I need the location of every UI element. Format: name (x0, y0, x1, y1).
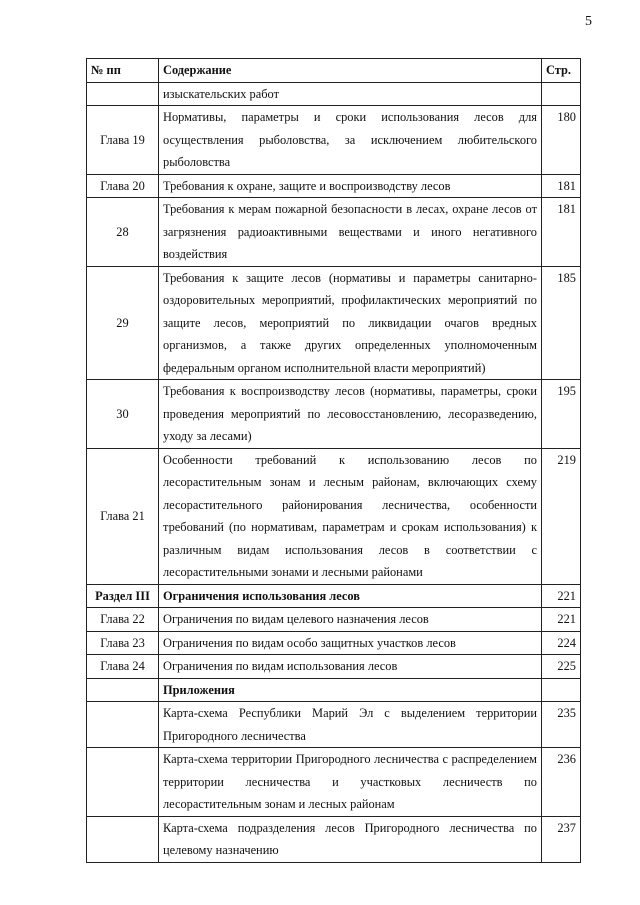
row-num (87, 702, 159, 748)
row-page: 235 (542, 702, 581, 748)
row-text: Нормативы, параметры и сроки использования лесов для осуществления рыболовства, за исключением любительского рыболовства (159, 106, 542, 175)
table-row (87, 631, 581, 655)
row-num: Глава 20 (87, 174, 159, 198)
row-num (87, 678, 159, 702)
row-text: Ограничения по видам использования лесов (159, 655, 542, 679)
table-header-row (87, 59, 581, 83)
row-page (542, 678, 581, 702)
row-text: Особенности требований к использованию лесов по лесорастительным зонам и лесным районам, включающих схему лесорастительного районирования лесничества, особенности требований (по нормативам, параметрам и срокам использования) к различным видам использования лесов в соответствии с лесорастительными зонами и лесными районами (159, 448, 542, 584)
table-row (87, 174, 581, 198)
row-num: 28 (87, 198, 159, 267)
table-row (87, 266, 581, 380)
row-page: 195 (542, 380, 581, 449)
row-text: Карта-схема подразделения лесов Пригородного лесничества по целевому назначению (159, 816, 542, 862)
row-num (87, 748, 159, 817)
row-page (542, 82, 581, 106)
row-num (87, 82, 159, 106)
row-num (87, 816, 159, 862)
row-num: Глава 24 (87, 655, 159, 679)
row-page: 224 (542, 631, 581, 655)
header-num: № пп (87, 59, 159, 83)
row-text: Требования к защите лесов (нормативы и параметры санитарно-оздоровительных мероприятий, профилактических мероприятий по защите лесов, мероприятий по ликвидации очагов вредных организмов, а также других определенных уполномоченным федеральным органом исполнительной власти мероприятий) (159, 266, 542, 380)
row-num: 30 (87, 380, 159, 449)
row-text: Карта-схема Республики Марий Эл с выделением территории Пригородного лесничества (159, 702, 542, 748)
page-number: 5 (585, 14, 592, 29)
row-text: Требования к воспроизводству лесов (нормативы, параметры, сроки проведения мероприятий по лесовосстановлению, лесоразведению, уходу за лесами) (159, 380, 542, 449)
table-row (87, 655, 581, 679)
table-row-section (87, 678, 581, 702)
row-text: Карта-схема территории Пригородного лесничества с распределением территории лесничества и участковых лесничеств по лесорастительным зонам и лесных районам (159, 748, 542, 817)
row-page: 237 (542, 816, 581, 862)
table-of-contents (86, 58, 581, 863)
table-row-section (87, 584, 581, 608)
row-page: 221 (542, 608, 581, 632)
table-row (87, 448, 581, 584)
row-text: Приложения (159, 678, 542, 702)
header-page: Стр. (542, 59, 581, 83)
row-num: Глава 21 (87, 448, 159, 584)
row-num: Глава 23 (87, 631, 159, 655)
row-num: 29 (87, 266, 159, 380)
row-page: 221 (542, 584, 581, 608)
row-text: Ограничения по видам целевого назначения лесов (159, 608, 542, 632)
table-row (87, 748, 581, 817)
header-content: Содержание (159, 59, 542, 83)
row-text: Требования к охране, защите и воспроизводству лесов (159, 174, 542, 198)
row-text: изыскательских работ (159, 82, 542, 106)
table-row (87, 816, 581, 862)
row-page: 236 (542, 748, 581, 817)
table-row (87, 106, 581, 175)
table-row (87, 82, 581, 106)
row-text: Ограничения по видам особо защитных участков лесов (159, 631, 542, 655)
row-num: Глава 19 (87, 106, 159, 175)
row-page: 225 (542, 655, 581, 679)
row-text: Требования к мерам пожарной безопасности в лесах, охране лесов от загрязнения радиоактивными веществами и иного негативного воздействия (159, 198, 542, 267)
row-page: 181 (542, 198, 581, 267)
row-page: 219 (542, 448, 581, 584)
table-row (87, 608, 581, 632)
table-row (87, 380, 581, 449)
row-page: 181 (542, 174, 581, 198)
row-num: Раздел III (87, 584, 159, 608)
table-row (87, 198, 581, 267)
row-text: Ограничения использования лесов (159, 584, 542, 608)
row-page: 180 (542, 106, 581, 175)
table-row (87, 702, 581, 748)
row-page: 185 (542, 266, 581, 380)
row-num: Глава 22 (87, 608, 159, 632)
